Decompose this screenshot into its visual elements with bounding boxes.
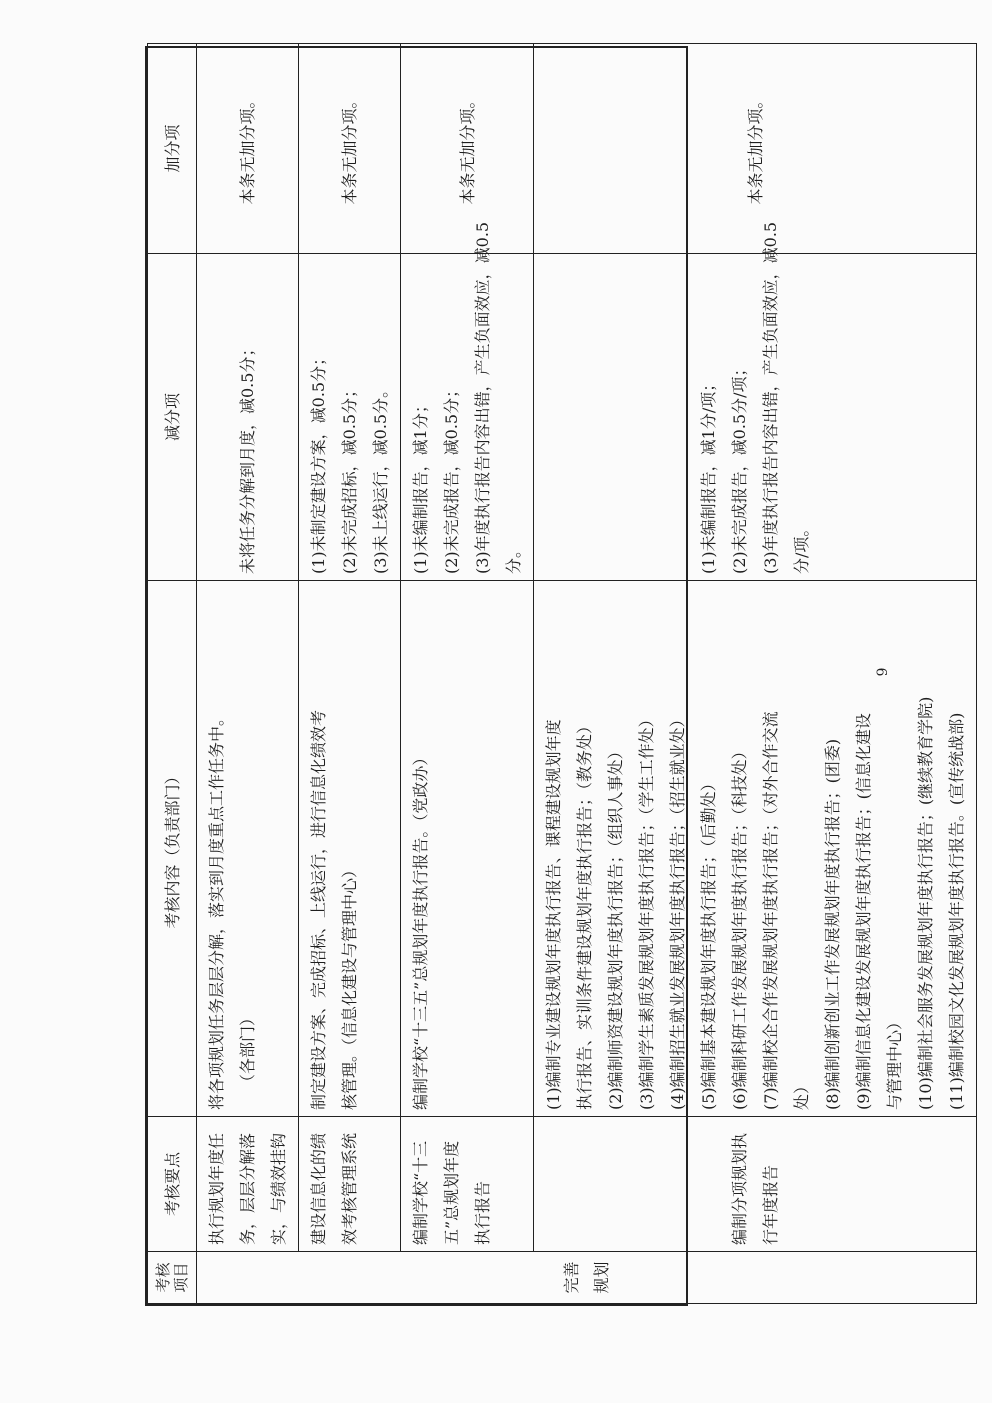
key-point-line: 行年度报告 [761,1164,780,1245]
deduction-cell [401,221,534,581]
addition-cell: 本条无加分项。 [401,44,534,254]
table-row [197,44,299,1304]
page-number: 6 [872,667,889,677]
key-point-line: 执行规划年度任 [207,1132,226,1245]
key-point-line: 务，层层分解落 [238,1132,257,1245]
deduction-line: (3)年度执行报告内容出错，产生负面效应，减0.5 [761,221,780,574]
deduction-line: (2)未完成报告，减0.5分； [442,381,461,574]
content-cell [534,581,977,1117]
key-point-line: 建设信息化的绩 [309,1132,328,1245]
key-point-line: 编制学校“十三 [411,1140,430,1245]
assessment-table-page [145,46,966,1306]
category-cell [197,1252,977,1304]
deduction-line: (2)未完成报告，减0.5分/项； [730,360,749,574]
deduction-line: (3)未上线运行，减0.5分。 [371,381,390,574]
content-line: 核管理。（信息化建设与管理中心） [340,861,359,1110]
key-point-line: 执行报告 [473,1180,492,1245]
content-line: (4)编制招生就业发展规划年度执行报告；（招生就业处） [668,711,687,1110]
deduction-line: 分。 [504,541,523,574]
content-line: (1)编制专业建设规划年度执行报告、课程建设规划年度 [544,719,563,1110]
content-cell [401,581,534,1117]
key-point-line: 五”总规划年度 [442,1140,461,1245]
deduction-cell [299,254,401,581]
header-key-points: 考核要点 [148,1117,197,1252]
content-line: (11)编制校园文化发展规划年度执行报告。(宣传统战部) [947,712,966,1110]
deduction-line: (1)未编制报告，减1分； [411,397,430,574]
content-line: (6)编制科研工作发展规划年度执行报告；（科技处） [730,743,749,1110]
category-label: 完善规划 [561,1261,611,1294]
table-row [299,44,401,1304]
header-content: 考核内容（负责部门） [148,581,197,1117]
content-line: (10)编制社会服务发展规划年度执行报告；(继续教育学院) [916,696,935,1110]
content-line: (8)编制创新创业工作发展规划年度执行报告；(团委) [823,738,842,1110]
addition-cell: 本条无加分项。 [534,44,977,254]
key-point-cell [299,1117,401,1252]
header-category: 考核项目 [148,1252,197,1304]
content-line: (3)编制学生素质发展规划年度执行报告；（学生工作处） [637,711,656,1110]
key-point-cell [197,1117,299,1252]
content-line: 将各项规划任务层层分解，落实到月度重点工作任务中。 [207,709,226,1110]
header-deduction: 减分项 [148,254,197,581]
deduction-line: 分/项。 [792,520,811,574]
deduction-line: (1)未制定建设方案，减0.5分； [309,349,328,574]
content-line: (9)编制信息化建设发展规划年度执行报告；(信息化建设 [854,713,873,1110]
content-line: 与管理中心） [885,1013,904,1110]
addition-cell: 本条无加分项。 [299,44,401,254]
content-line: （各部门） [238,1009,257,1090]
content-line: (2)编制师资建设规划年度执行报告；（组织人事处） [606,743,625,1110]
content-line: 编制学校“十三五”总规划年度执行报告。（党政办） [411,749,430,1110]
assessment-table [147,43,977,1304]
deduction-cell [534,221,977,581]
deduction-line: 未将任务分解到月度，减0.5分； [238,340,257,574]
table-header-row [148,44,197,1304]
content-cell [299,581,401,1117]
content-cell [197,581,299,1117]
addition-cell: 本条无加分项。 [197,44,299,254]
content-line: 处） [792,1077,811,1110]
deduction-line: (1)未编制报告，减1分/项； [699,375,718,574]
key-point-line: 效考核管理系统 [340,1132,359,1245]
key-point-line: 编制分项规划执 [730,1132,749,1245]
content-line: (5)编制基本建设规划年度执行报告；（后勤处） [699,775,718,1110]
deduction-line: (2)未完成招标，减0.5分； [340,381,359,574]
key-point-cell [534,1117,977,1252]
key-point-line: 实，与绩效挂钩 [269,1132,288,1245]
content-line: 执行报告、实训条件建设规划年度执行报告；（教务处） [575,717,594,1110]
key-point-cell [401,1117,534,1252]
deduction-cell [197,254,299,581]
table-row [401,44,534,1304]
content-line: 制定建设方案、完成招标、上线运行，进行信息化绩效考 [309,709,328,1110]
content-line: (7)编制校企合作发展规划年度执行报告；（对外合作交流 [761,711,780,1110]
header-addition: 加分项 [148,44,197,254]
deduction-line: (3)年度执行报告内容出错，产生负面效应，减0.5 [473,221,492,574]
table-row [534,44,977,1304]
